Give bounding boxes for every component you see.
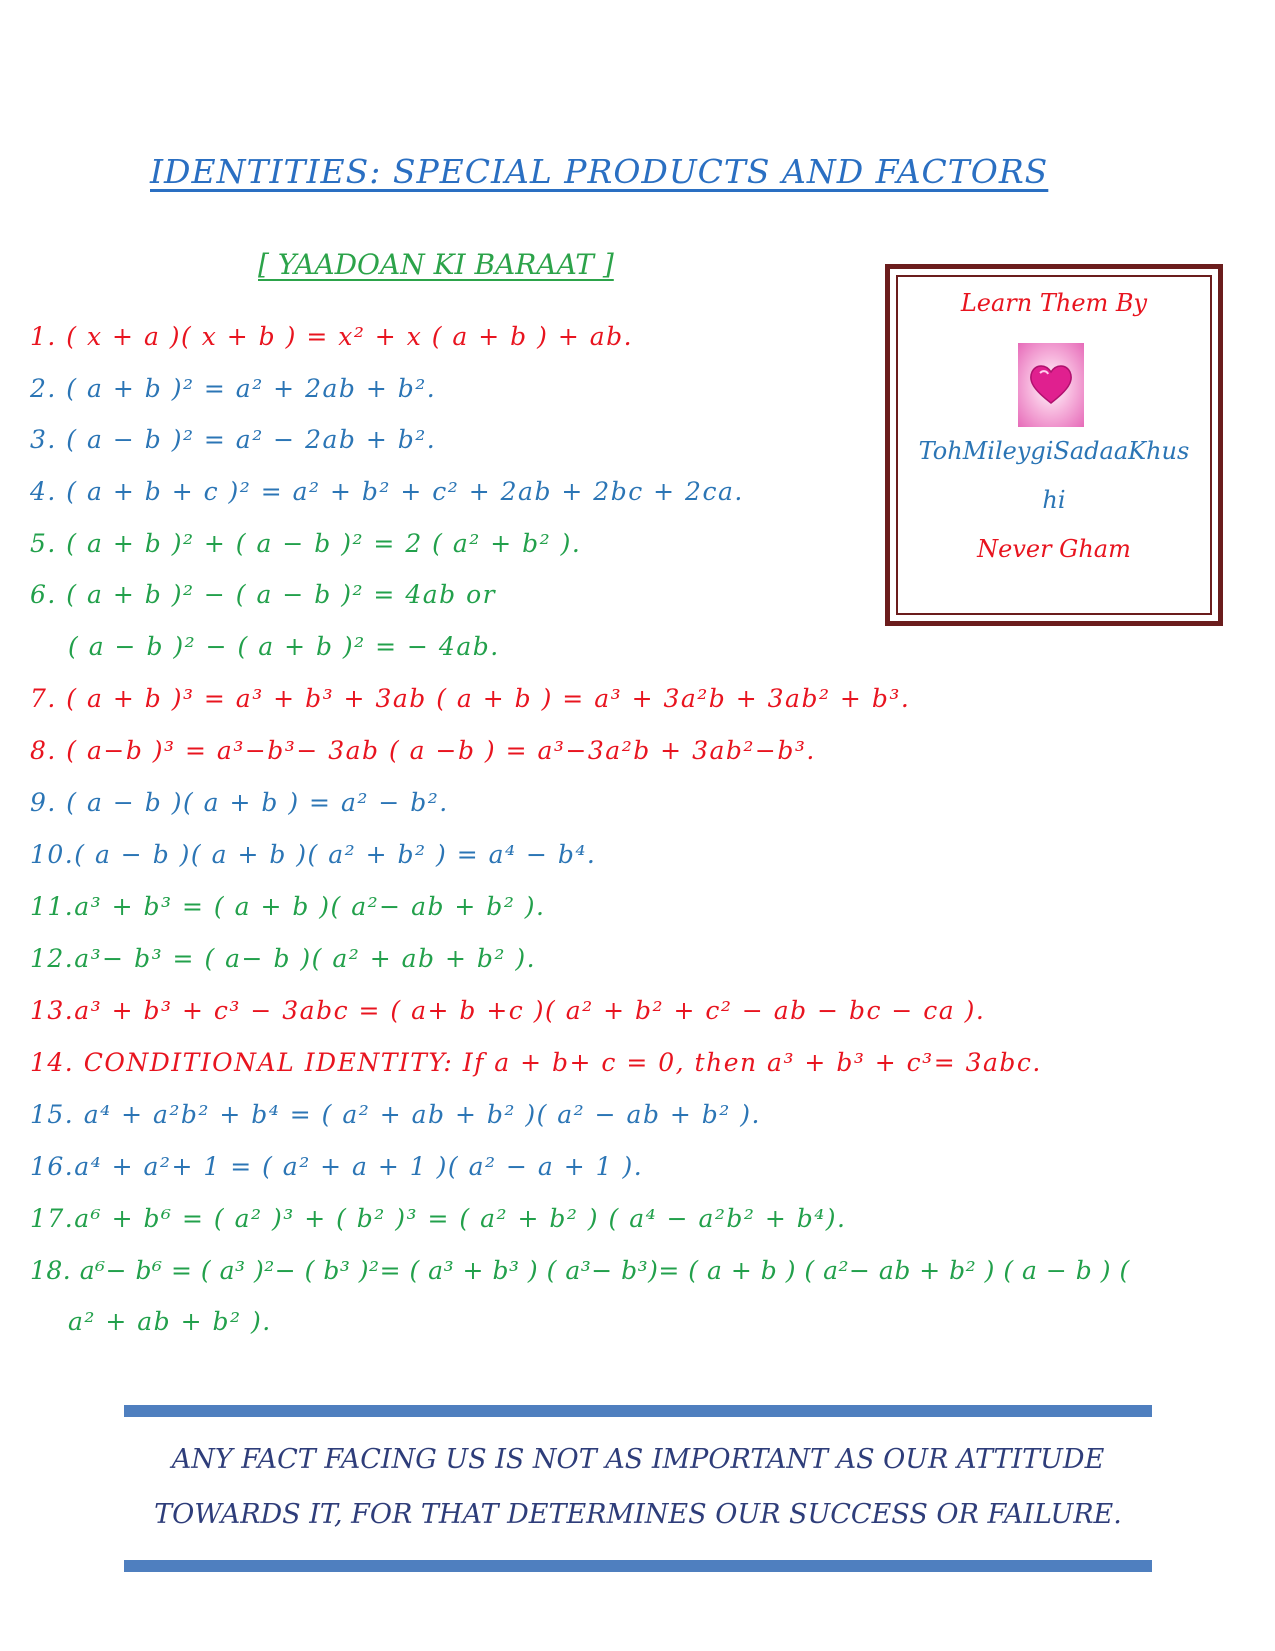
identity-3: 3. ( a − b )² = a² − 2ab + b². bbox=[30, 425, 437, 454]
identity-17: 17.a⁶ + b⁶ = ( a² )³ + ( b² )³ = ( a² + b² ) ( a⁴ − a²b² + b⁴). bbox=[30, 1204, 847, 1233]
identity-9: 9. ( a − b )( a + b ) = a² − b². bbox=[30, 788, 449, 817]
identity-11: 11.a³ + b³ = ( a + b )( a²− ab + b² ). bbox=[30, 892, 546, 921]
identity-2: 2. ( a + b )² = a² + 2ab + b². bbox=[30, 374, 437, 403]
quote-line-2: TOWARDS IT, FOR THAT DETERMINES OUR SUCCESS OR FAILURE. bbox=[154, 1499, 1122, 1530]
identity-6: 6. ( a + b )² − ( a − b )² = 4ab or bbox=[30, 580, 497, 609]
page-subtitle: [ YAADOAN KI BARAAT ] bbox=[258, 248, 614, 281]
heart-icon bbox=[1026, 359, 1076, 407]
learn-them-box bbox=[885, 264, 1223, 626]
box-footer: Never Gham bbox=[977, 535, 1131, 563]
identity-1: 1. ( x + a )( x + b ) = x² + x ( a + b ) + ab. bbox=[30, 322, 634, 351]
quote-line-1: ANY FACT FACING US IS NOT AS IMPORTANT AS OUR ATTITUDE bbox=[171, 1444, 1105, 1475]
identity-14: 14. CONDITIONAL IDENTITY: If a + b+ c = 0, then a³ + b³ + c³= 3abc. bbox=[30, 1048, 1042, 1077]
bottom-divider-bar bbox=[124, 1560, 1152, 1572]
identity-18-cont: a² + ab + b² ). bbox=[68, 1307, 272, 1336]
box-heading: Learn Them By bbox=[960, 289, 1148, 317]
identity-6-alt: ( a − b )² − ( a + b )² = − 4ab. bbox=[68, 632, 500, 661]
identity-5: 5. ( a + b )² + ( a − b )² = 2 ( a² + b² ). bbox=[30, 529, 582, 558]
identity-15: 15. a⁴ + a²b² + b⁴ = ( a² + ab + b² )( a² − ab + b² ). bbox=[30, 1100, 761, 1129]
page-title: IDENTITIES: SPECIAL PRODUCTS AND FACTORS bbox=[150, 152, 1049, 191]
identity-13: 13.a³ + b³ + c³ − 3abc = ( a+ b +c )( a² + b² + c² − ab − bc − ca ). bbox=[30, 996, 986, 1025]
top-divider-bar bbox=[124, 1405, 1152, 1417]
identity-4: 4. ( a + b + c )² = a² + b² + c² + 2ab + 2bc + 2ca. bbox=[30, 477, 744, 506]
identity-10: 10.( a − b )( a + b )( a² + b² ) = a⁴ − b⁴. bbox=[30, 840, 597, 869]
box-motto-line1: TohMileygiSadaaKhus bbox=[918, 437, 1190, 465]
heart-image bbox=[1018, 343, 1084, 427]
identity-18: 18. a⁶− b⁶ = ( a³ )²− ( b³ )²= ( a³ + b³ ) ( a³− b³)= ( a + b ) ( a²− ab + b² ) ( a − b ) ( bbox=[30, 1256, 1130, 1285]
identity-7: 7. ( a + b )³ = a³ + b³ + 3ab ( a + b ) = a³ + 3a²b + 3ab² + b³. bbox=[30, 684, 911, 713]
identity-16: 16.a⁴ + a²+ 1 = ( a² + a + 1 )( a² − a + 1 ). bbox=[30, 1152, 644, 1181]
box-motto-line2: hi bbox=[1042, 486, 1066, 514]
identity-12: 12.a³− b³ = ( a− b )( a² + ab + b² ). bbox=[30, 944, 537, 973]
identity-8: 8. ( a−b )³ = a³−b³− 3ab ( a −b ) = a³−3a²b + 3ab²−b³. bbox=[30, 736, 816, 765]
